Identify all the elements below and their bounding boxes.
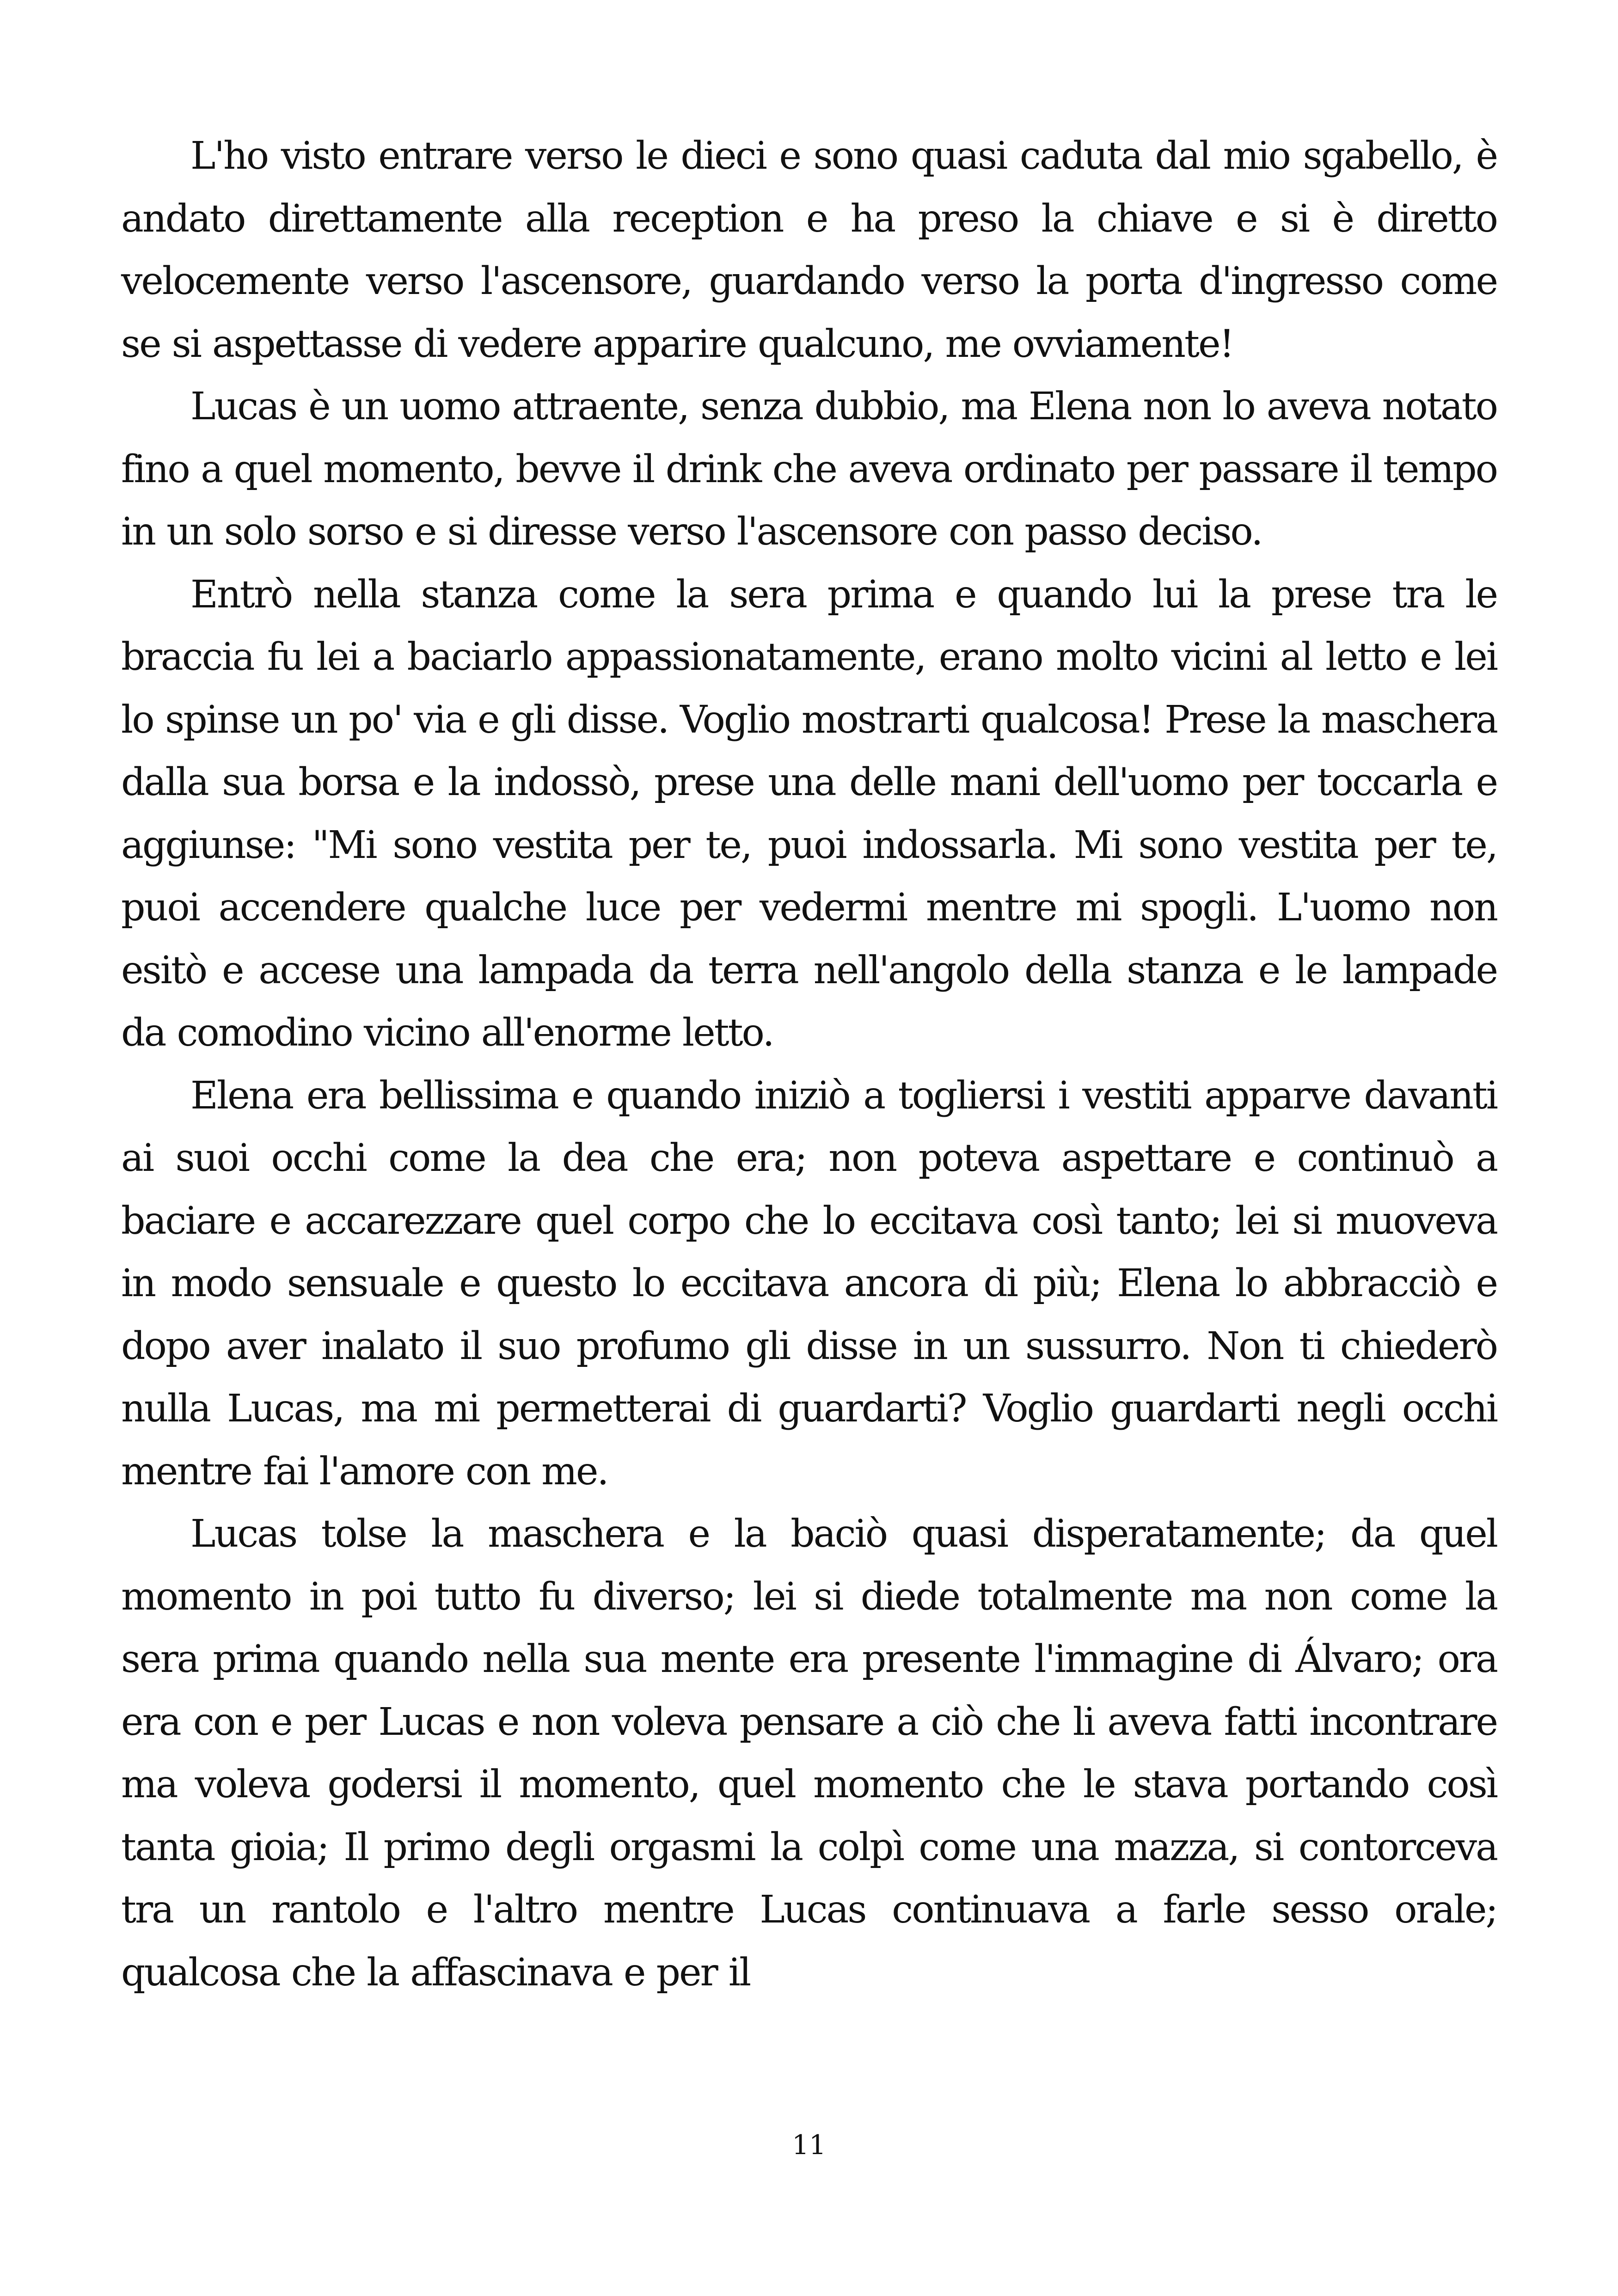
body-text [121, 125, 1497, 2004]
paragraph-2: Lucas è un uomo attraente, senza dubbio, ma Elena non lo aveva notato fino a quel momento, bevve il drink che aveva ordinato per passare il tempo in un solo sorso e si diresse verso l'ascensore con passo deciso. [121, 385, 1497, 554]
page-number: 11 [792, 2129, 826, 2161]
paragraph-1: L'ho visto entrare verso le dieci e sono quasi caduta dal mio sgabello, è andato direttamente alla reception e ha preso la chiave e si è diretto velocemente verso l'ascensore, guardando verso la porta d'ingresso come se si aspettasse di vedere apparire qualcuno, me ovviamente! [121, 134, 1497, 366]
paragraph-3: Entrò nella stanza come la sera prima e quando lui la prese tra le braccia fu lei a baciarlo appassionatamente, erano molto vicini al letto e lei lo spinse un po' via e gli disse. Voglio mostrarti qualcosa! Prese la maschera dalla sua borsa e la indossò, prese una delle mani dell'uomo per toccarla e aggiunse: "Mi sono vestita per te, puoi indossarla. Mi sono vestita per te, puoi accendere qualche luce per vedermi mentre mi spogli. L'uomo non esitò e accese una lampada da terra nell'angolo della stanza e le lampade da comodino vicino all'enorme letto. [121, 572, 1497, 1055]
paragraph-4: Elena era bellissima e quando iniziò a togliersi i vestiti apparve davanti ai suoi occhi come la dea che era; non poteva aspettare e continuò a baciare e accarezzare quel corpo che lo eccitava così tanto; lei si muoveva in modo sensuale e questo lo eccitava ancora di più; Elena lo abbracciò e dopo aver inalato il suo profumo gli disse in un sussurro. Non ti chiederò nulla Lucas, ma mi permetterai di guardarti? Voglio guardarti negli occhi mentre fai l'amore con me. [121, 1073, 1497, 1494]
paragraph-5: Lucas tolse la maschera e la baciò quasi disperatamente; da quel momento in poi tutto fu diverso; lei si diede totalmente ma non come la sera prima quando nella sua mente era presente l'immagine di Álvaro; ora era con e per Lucas e non voleva pensare a ciò che li aveva fatti incontrare ma voleva godersi il momento, quel momento che le stava portando così tanta gioia; Il primo degli orgasmi la colpì come una mazza, si contorceva tra un rantolo e l'altro mentre Lucas continuava a farle sesso orale; qualcosa che la affascinava e per il [121, 1512, 1497, 1995]
